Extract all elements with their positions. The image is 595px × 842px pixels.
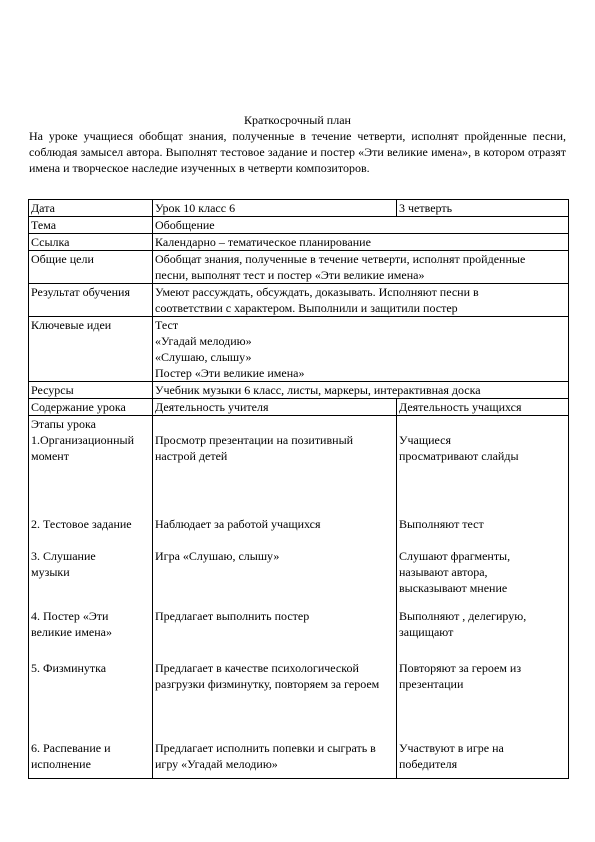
teacher-cell: Предлагает выполнить постер <box>153 608 397 660</box>
table-row-stage-5 <box>29 660 569 740</box>
theme-value: Обобщение <box>153 217 569 234</box>
link-value: Календарно – тематическое планирование <box>153 234 569 251</box>
resources-label: Ресурсы <box>29 382 153 399</box>
ideas-value <box>153 317 569 382</box>
stage-name: 3. Слушание музыки <box>29 548 153 608</box>
table-row-stage-1 <box>29 416 569 517</box>
students-cell: Повторяют за героем из презентации <box>397 660 569 740</box>
stage-name: 4. Постер «Эти великие имена» <box>29 608 153 660</box>
goals-label: Общие цели <box>29 251 153 284</box>
table-row-stage-6 <box>29 740 569 779</box>
table-row-ideas <box>29 317 569 382</box>
stage-name: 6. Распевание и исполнение <box>29 740 153 779</box>
students-cell: Слушают фрагменты, называют автора, высказывают мнение <box>397 548 569 608</box>
teacher-cell: Игра «Слушаю, слышу» <box>153 548 397 608</box>
teacher-cell: Просмотр презентации на позитивный настрой детей <box>153 416 397 517</box>
students-cell: Учащиеся просматривают слайды <box>397 416 569 517</box>
table-header-row <box>29 399 569 416</box>
stage-name: 5. Физминутка <box>29 660 153 740</box>
table-row-stage-2 <box>29 516 569 548</box>
ideas-label: Ключевые идеи <box>29 317 153 382</box>
teacher-cell: Предлагает в качестве психологической разгрузки физминутку, повторяем за героем <box>153 660 397 740</box>
page-title: Краткосрочный план <box>244 113 351 127</box>
idea-line: «Слушаю, слышу» <box>155 350 252 364</box>
table-row-link <box>29 234 569 251</box>
header-content: Содержание урока <box>29 399 153 416</box>
intro-paragraph: На уроке учащиеся обобщат знания, полученные в течение четверти, исполнят пройденные песни, соблюдая замысел автора. Выполнят тестовое задание и постер «Эти великие имена», в котором отразят имена и творческое наследие изученных в четверти композиторов. <box>29 129 566 175</box>
table-row-date <box>29 200 569 217</box>
stage-cell <box>29 416 153 517</box>
lesson-value: Урок 10 класс 6 <box>153 200 397 217</box>
table-row-goals <box>29 251 569 284</box>
date-label: Дата <box>29 200 153 217</box>
result-label: Результат обучения <box>29 284 153 317</box>
idea-line: Постер «Эти великие имена» <box>155 366 305 380</box>
idea-line: Тест <box>155 318 179 332</box>
goals-value: Обобщат знания, полученные в течение четверти, исполнят пройденные песни, выполнят тест и постер «Эти великие имена» <box>153 251 569 284</box>
teacher-cell: Предлагает исполнить попевки и сыграть в игру «Угадай мелодию» <box>153 740 397 779</box>
result-value: Умеют рассуждать, обсуждать, доказывать. Исполняют песни в соответствии с характером. Выполнили и защитили постер <box>153 284 569 317</box>
table-row-stage-4 <box>29 608 569 660</box>
students-cell: Выполняют тест <box>397 516 569 548</box>
table-row-theme <box>29 217 569 234</box>
stages-title: Этапы урока <box>31 417 96 431</box>
teacher-cell: Наблюдает за работой учащихся <box>153 516 397 548</box>
theme-label: Тема <box>29 217 153 234</box>
header-students: Деятельность учащихся <box>397 399 569 416</box>
idea-line: «Угадай мелодию» <box>155 334 252 348</box>
table-row-result <box>29 284 569 317</box>
stage-name: 2. Тестовое задание <box>29 516 153 548</box>
quarter-value: 3 четверть <box>397 200 569 217</box>
header-teacher: Деятельность учителя <box>153 399 397 416</box>
stage-name: 1.Организационный момент <box>31 433 134 463</box>
table-row-resources <box>29 382 569 399</box>
students-cell: Участвуют в игре на победителя <box>397 740 569 779</box>
students-cell: Выполняют , делегирую, защищают <box>397 608 569 660</box>
resources-value: Учебник музыки 6 класс, листы, маркеры, интерактивная доска <box>153 382 569 399</box>
lesson-plan-table <box>28 199 569 779</box>
link-label: Ссылка <box>29 234 153 251</box>
table-row-stage-3 <box>29 548 569 608</box>
